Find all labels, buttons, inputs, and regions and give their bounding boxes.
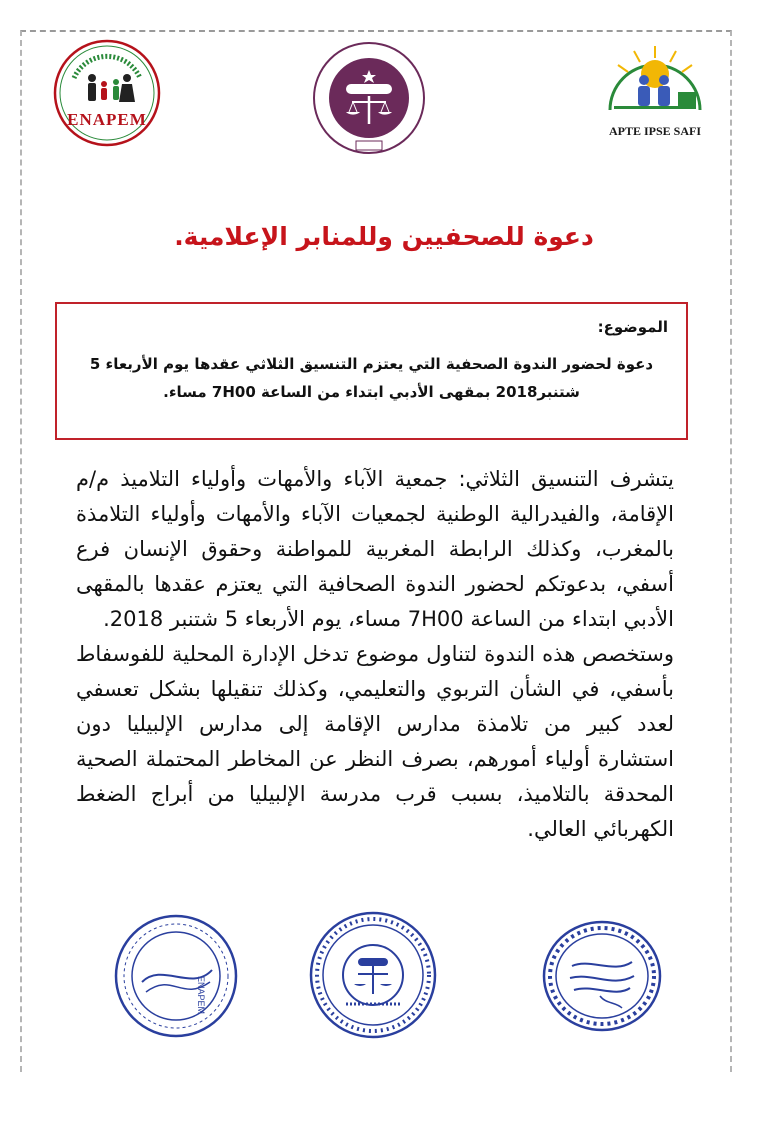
enapem-logo-word: ENAPEM [67, 110, 147, 129]
parents-association-stamp-icon [540, 918, 664, 1034]
enapem-stamp-icon [112, 912, 240, 1040]
body-paragraph-2: وستخصص هذه الندوة لتناول موضوع تدخل الإدارة المحلية للفوسفاط بأسفي، في الشأن التربوي والتعليمي، وكذلك تنقيلها بشكل تعسفي لعدد كبير من تلامذة مدارس الإقامة إلى مدارس الإلبيليا دون استشارة أولياء أمورهم، بصرف النظر عن المخاطر المحتملة الصحية المحدقة بالتلاميذ، بسبب قرب مدرسة الإلبيليا من أبراج الضغط الكهربائي العالي. [76, 642, 674, 841]
enapem-stamp-text: ENAPEM [196, 976, 206, 1015]
amcdh-logo [306, 40, 432, 158]
subject-line-1: دعوة لحضور الندوة الصحفية التي يعتزم التنسيق الثلاثي عقدها يوم الأربعاء 5 [89, 355, 654, 373]
parents-association-stamp [540, 918, 664, 1034]
subject-label: الموضوع: [597, 318, 668, 336]
apte-logo [590, 40, 720, 150]
subject-box [55, 302, 688, 440]
amcdh-stamp-icon [306, 908, 440, 1042]
children-sun-logo-icon [590, 40, 720, 124]
body-text [76, 462, 674, 847]
enapem-logo [52, 38, 162, 148]
family-logo-icon [52, 38, 162, 148]
document-title: دعوة للصحفيين وللمنابر الإعلامية. [174, 222, 594, 251]
subject-line-2: شتنبر2018 بمقهى الأدبي ابتداء من الساعة 7H00 مساء. [163, 383, 580, 401]
amcdh-stamp [306, 908, 440, 1042]
body-paragraph-1: يتشرف التنسيق الثلاثي: جمعية الآباء والأمهات وأولياء التلاميذ م/م الإقامة، والفيدرالية الوطنية لجمعيات الآباء والأمهات وأولياء التلامذة بالمغرب، وكذلك الرابطة المغربية للمواطنة وحقوق الإنسان فرع أسفي، بدعوتكم لحضور الندوة الصحافية التي يعتزم عقدها بالمقهى الأدبي ابتداء من الساعة 7H00 مساء، يوم الأربعاء 5 شتنبر 2018. [76, 467, 674, 631]
apte-logo-caption: APTE IPSE SAFI [608, 124, 702, 138]
justice-scales-logo-icon [306, 40, 432, 158]
enapem-stamp [112, 912, 240, 1040]
